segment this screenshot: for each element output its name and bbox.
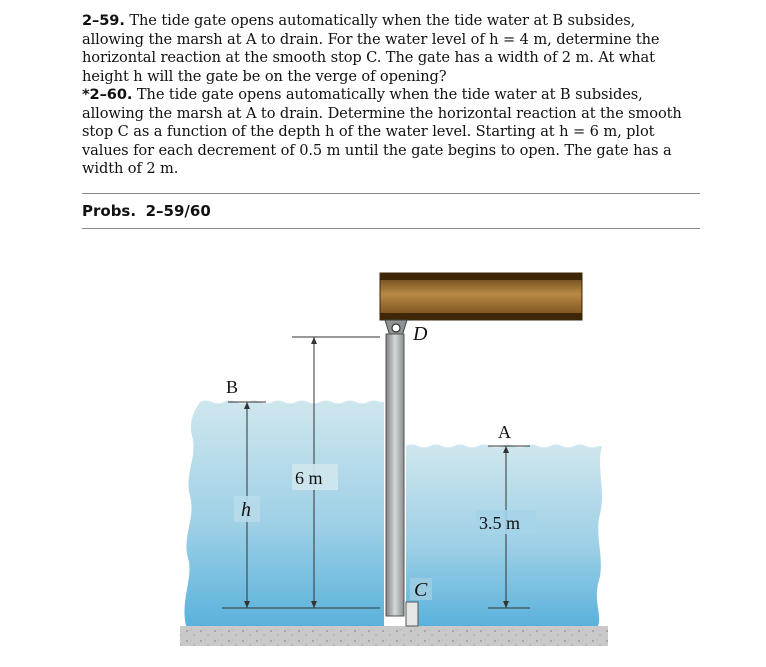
label-B: B — [226, 377, 239, 397]
label-3-5m: 3.5 m — [479, 513, 521, 533]
problem-number: *2–60. — [82, 86, 133, 103]
problem-number: 2–59. — [82, 12, 125, 29]
right-water — [406, 445, 602, 627]
beam-flange — [380, 313, 582, 320]
smooth-stop — [406, 602, 418, 626]
caption-prefix: Probs. — [82, 202, 137, 220]
figure-caption — [82, 202, 211, 220]
problem-line: values for each decrement of 0.5 m until the gate begins to open. The gate has a — [82, 141, 672, 159]
problem-line — [82, 86, 722, 105]
problem-2-60 — [82, 86, 722, 179]
problem-text: The tide gate opens automatically when the tide water at B subsides, — [136, 86, 643, 103]
label-h: h — [241, 499, 251, 521]
problem-line: horizontal reaction at the smooth stop C. The gate has a width of 2 m. At what — [82, 49, 655, 66]
label-D: D — [413, 323, 428, 345]
label-A: A — [498, 422, 511, 442]
left-water — [184, 401, 384, 627]
caption-numbers: 2–59/60 — [145, 202, 211, 220]
ground — [180, 626, 608, 646]
tide-gate — [386, 334, 404, 616]
dim-arrowhead — [311, 337, 317, 344]
problem-text: The tide gate opens automatically when the tide water at B subsides, — [129, 12, 636, 29]
problem-line: width of 2 m. — [82, 160, 179, 177]
problem-line: stop C as a function of the depth h of the water level. Starting at h = 6 m, plot — [82, 123, 655, 140]
problem-line: allowing the marsh at A to drain. For the water level of h = 4 m, determine the — [82, 30, 660, 48]
problem-2-59 — [82, 12, 722, 86]
tide-gate-figure — [170, 268, 610, 648]
bottom-rule — [82, 228, 700, 229]
label-C: C — [414, 579, 428, 601]
tide-gate-diagram — [170, 268, 610, 648]
problem-line: height h will the gate be on the verge of opening? — [82, 67, 447, 85]
label-6m: 6 m — [295, 468, 323, 488]
hinge-pin — [392, 324, 400, 332]
problem-line: allowing the marsh at A to drain. Determine the horizontal reaction at the smooth — [82, 104, 682, 122]
overhead-beam — [380, 273, 582, 320]
problem-line — [82, 12, 722, 31]
beam-flange — [380, 273, 582, 280]
top-rule — [82, 193, 700, 194]
